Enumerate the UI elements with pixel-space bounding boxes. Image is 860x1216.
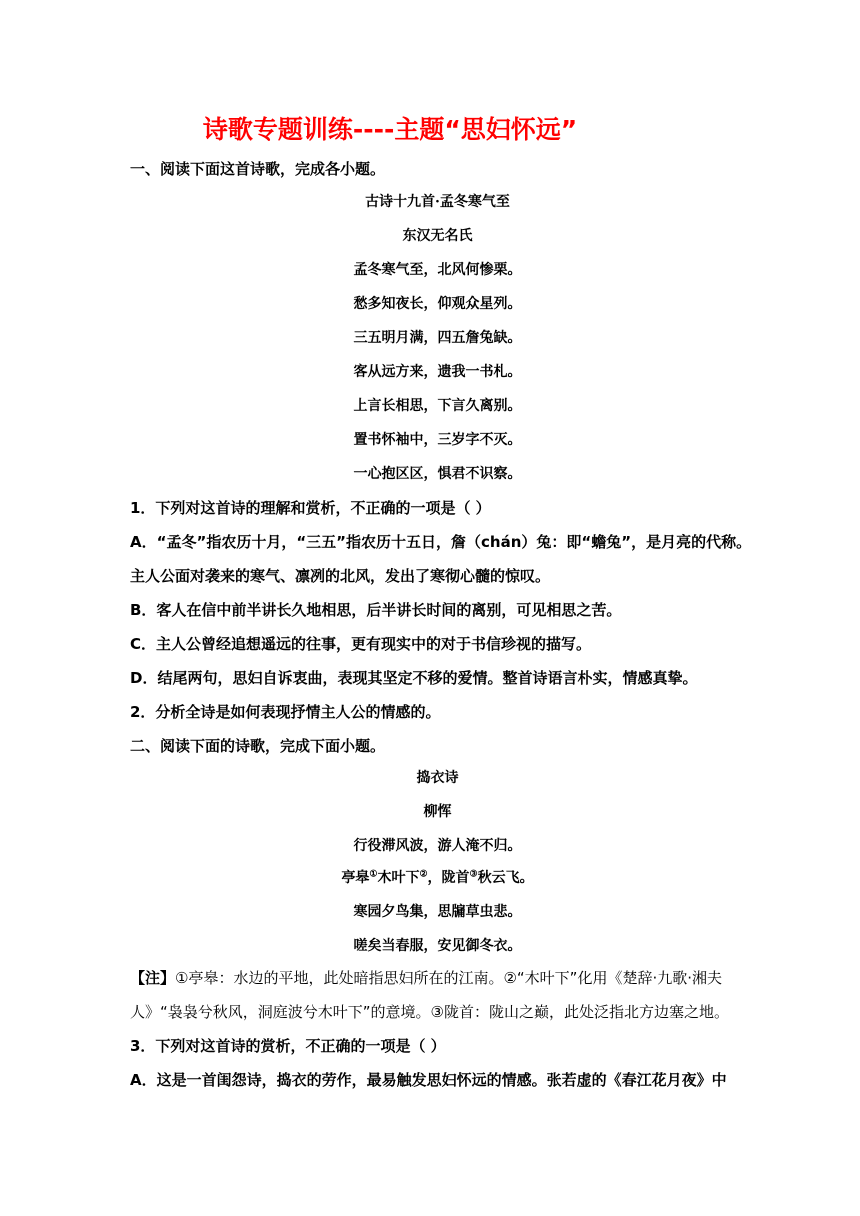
poem1-line: 一心抱区区，惧君不识察。 [353, 466, 522, 482]
q1-option-a-cont: 主人公面对袭来的寒气、凛冽的北风，发出了寒彻心髓的惊叹。 [130, 567, 551, 585]
poem1-line: 孟冬寒气至，北风何惨栗。 [353, 262, 522, 278]
question-3: 3．下列对这首诗的赏析，不正确的一项是（ ） [130, 1037, 446, 1055]
poem2-text: ，陇首 [427, 870, 470, 886]
question-1: 1．下列对这首诗的理解和赏析，不正确的一项是（ ） [130, 499, 491, 517]
footnote-marker: ① [369, 869, 378, 880]
section1-heading: 一、阅读下面这首诗歌，完成各小题。 [130, 160, 386, 178]
poem1-line: 愁多知夜长，仰观众星列。 [353, 296, 522, 312]
page-title: 诗歌专题训练----主题“思妇怀远” [202, 115, 578, 144]
poem1-line: 上言长相思，下言久离别。 [353, 398, 522, 414]
q1-option-a: A．“孟冬”指农历十月，“三五”指农历十五日，詹（chán）兔：即“蟾兔”，是月亮的代称。 [130, 533, 752, 551]
poem2-text: 秋云飞。 [477, 870, 534, 886]
poem2-author: 柳恽 [423, 804, 452, 820]
poem2-text: 木叶下 [377, 870, 420, 886]
note-line [130, 967, 745, 988]
poem2-line [130, 867, 745, 887]
poem2-line: 行役滞风波，游人淹不归。 [353, 838, 522, 854]
section2-heading: 二、阅读下面的诗歌，完成下面小题。 [130, 737, 386, 755]
poem1-line: 客从远方来，遗我一书札。 [353, 364, 522, 380]
footnote-marker: ② [419, 869, 428, 880]
q1-option-c: C．主人公曾经追想遥远的往事，更有现实中的对于书信珍视的描写。 [130, 635, 592, 653]
poem1-line: 三五明月满，四五詹兔缺。 [353, 330, 522, 346]
note-text: ①亭皋：水边的平地，此处暗指思妇所在的江南。②“木叶下”化用《楚辞·九歌·湘夫 [175, 969, 722, 987]
question-2: 2．分析全诗是如何表现抒情主人公的情感的。 [130, 703, 441, 721]
q1-option-b: B．客人在信中前半讲长久地相思，后半讲长时间的离别，可见相思之苦。 [130, 601, 622, 619]
poem2-title: 捣衣诗 [416, 770, 459, 786]
footnote-marker: ③ [469, 869, 478, 880]
poem1-title: 古诗十九首·孟冬寒气至 [365, 194, 510, 210]
poem2-line: 嗟矣当春服，安见御冬衣。 [353, 938, 522, 954]
poem2-text: 亭皋 [341, 870, 370, 886]
poem2-line: 寒园夕鸟集，思牖草虫悲。 [353, 904, 522, 920]
poem1-line: 置书怀袖中，三岁字不灭。 [353, 432, 522, 448]
q1-option-d: D．结尾两句，思妇自诉衷曲，表现其坚定不移的爱情。整首诗语言朴实，情感真挚。 [130, 669, 698, 687]
note-line-cont: 人》“袅袅兮秋风，洞庭波兮木叶下”的意境。③陇首：陇山之巅，此处泛指北方边塞之地。 [130, 1003, 729, 1021]
note-label: 【注】 [130, 969, 176, 987]
q3-option-a: A．这是一首闺怨诗，捣衣的劳作，最易触发思妇怀远的情感。张若虚的《春江花月夜》中 [130, 1071, 727, 1089]
poem1-author: 东汉无名氏 [402, 228, 473, 244]
